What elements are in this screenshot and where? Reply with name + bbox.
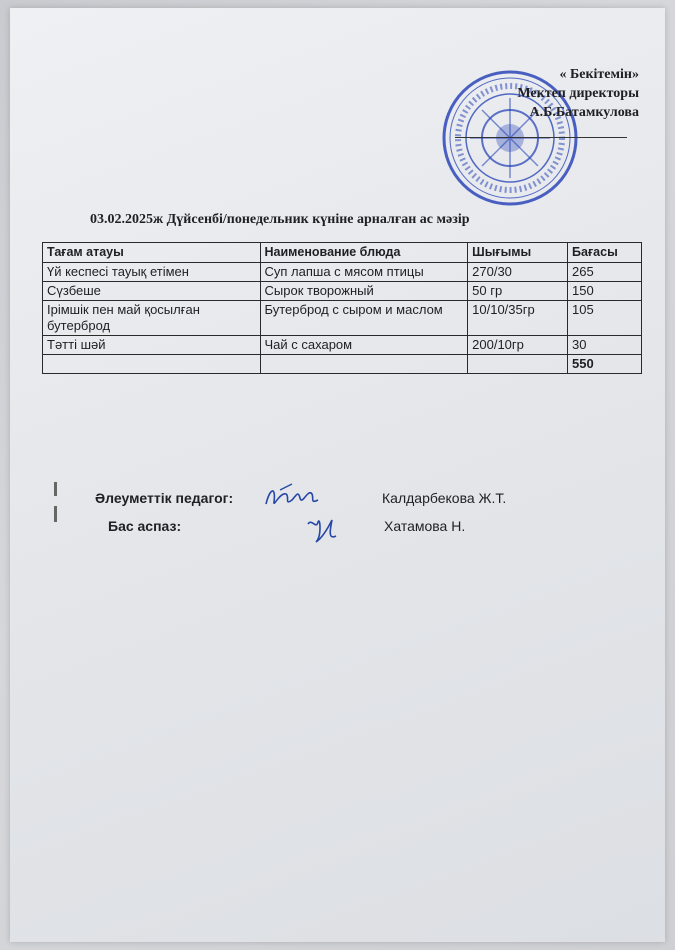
cell-portion: 50 гр (468, 282, 568, 301)
table-row (43, 282, 642, 301)
cell-price: 30 (568, 336, 642, 355)
approval-line-1: « Бекітемін» (559, 67, 639, 82)
table-row (43, 301, 642, 336)
approval-line-2: Мектеп директоры (517, 86, 639, 101)
chef-name: Хатамова Н. (384, 518, 466, 534)
table-row (43, 336, 642, 355)
cell-dish-ru: Суп лапша с мясом птицы (260, 263, 468, 282)
header-dish-kz: Тағам атауы (43, 243, 261, 263)
cell-portion: 200/10гр (468, 336, 568, 355)
margin-mark (54, 506, 57, 522)
header-price: Бағасы (568, 243, 642, 263)
approval-signature-line (455, 137, 627, 138)
margin-mark (54, 482, 57, 496)
cell-dish-kz: Үй кеспесі тауық етімен (43, 263, 261, 282)
chef-signature (302, 510, 342, 550)
cell-dish-kz: Ірімшік пен май қосылған бутерброд (43, 301, 261, 336)
pedagog-name: Калдарбекова Ж.Т. (382, 490, 507, 506)
header-dish-ru: Наименование блюда (260, 243, 468, 263)
cell-price: 265 (568, 263, 642, 282)
cell-dish-ru: Сырок творожный (260, 282, 468, 301)
cell-total: 550 (568, 355, 642, 374)
cell-dish-kz: Тәтті шәй (43, 336, 261, 355)
table-row (43, 263, 642, 282)
menu-table (42, 242, 642, 374)
menu-title: 03.02.2025ж Дүйсенбі/понедельник күніне арналған ас мәзір (90, 212, 470, 227)
chef-label: Бас аспаз: (108, 518, 182, 534)
cell-price: 105 (568, 301, 642, 336)
cell-price: 150 (568, 282, 642, 301)
cell-dish-ru: Чай с сахаром (260, 336, 468, 355)
cell-dish-kz: Сүзбеше (43, 282, 261, 301)
table-total-row (43, 355, 642, 374)
cell-dish-ru: Бутерброд с сыром и маслом (260, 301, 468, 336)
approval-block (449, 65, 639, 122)
approval-line-3: А.Б.Батамкулова (529, 105, 639, 120)
cell-portion: 10/10/35гр (468, 301, 568, 336)
table-header-row (43, 243, 642, 263)
cell-portion: 270/30 (468, 263, 568, 282)
pedagog-label: Әлеуметтік педагог: (95, 490, 234, 506)
header-portion: Шығымы (468, 243, 568, 263)
